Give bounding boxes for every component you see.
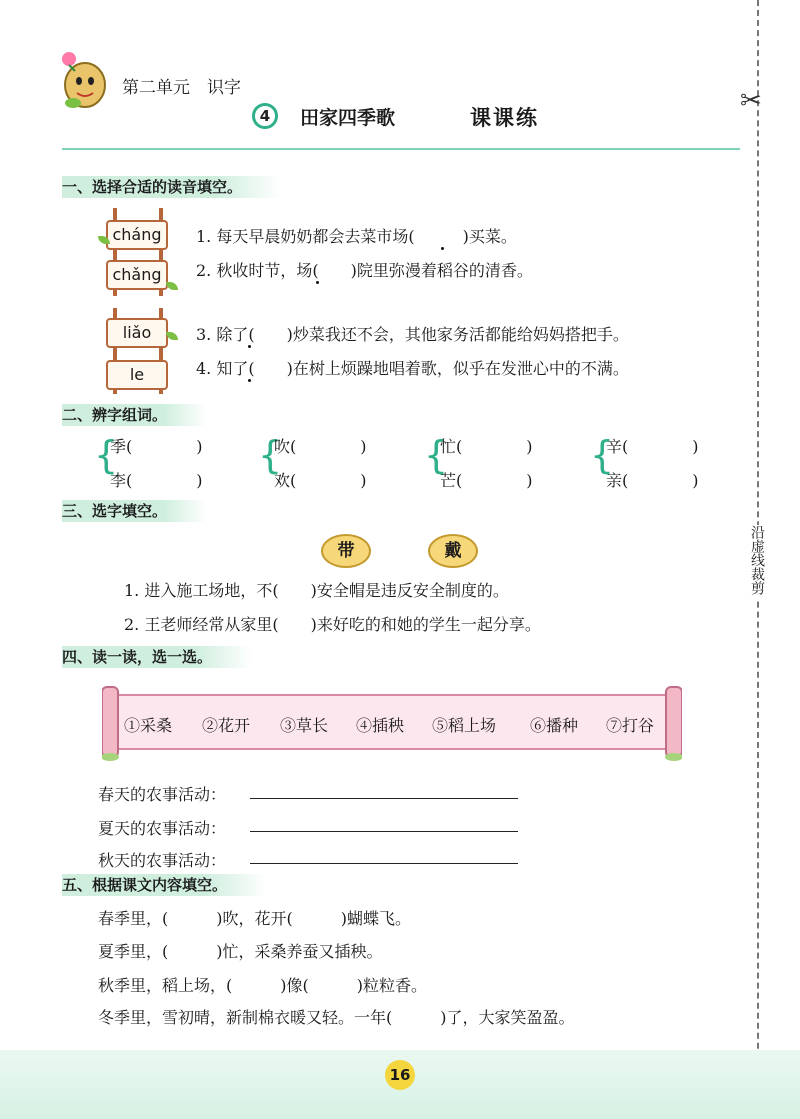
- cut-instruction: [742, 525, 772, 601]
- option-item: ⑥播种: [530, 716, 579, 735]
- section4-title: 四、读一读，选一选。: [62, 646, 252, 668]
- header-divider: [62, 148, 740, 150]
- pinyin-sign: chǎng: [106, 260, 168, 290]
- poem-line: 冬季里，雪初晴，新制棉衣暖又轻。一年( )了，大家笑盈盈。: [98, 1008, 575, 1027]
- poem-line: 秋季里，稻上场，( )像( )粒粒香。: [98, 976, 427, 995]
- section3-title: 三、选字填空。: [62, 500, 207, 522]
- option-item: ②花开: [202, 716, 251, 735]
- leaf-icon: [166, 282, 178, 290]
- option-item: ⑤稻上场: [432, 716, 497, 735]
- answer-line[interactable]: [250, 831, 518, 832]
- question-1: 1. 每天早晨奶奶都会去菜市场( )买菜。: [196, 227, 517, 246]
- emphasis-dot: [316, 281, 319, 284]
- answer-line[interactable]: [250, 798, 518, 799]
- practice-label: 课课练: [470, 106, 539, 130]
- season-prompt: 秋天的农事活动：: [98, 851, 227, 870]
- word-pair-item: 亲( ): [606, 471, 699, 490]
- fill-question-1: 1. 进入施工场地，不( )安全帽是违反安全制度的。: [124, 581, 509, 600]
- season-prompt: 夏天的农事活动：: [98, 819, 227, 838]
- word-pair-item: 季( ): [110, 437, 203, 456]
- option-item: ③草长: [280, 716, 329, 735]
- emphasis-dot: [441, 247, 444, 250]
- brace-icon: {: [590, 433, 615, 477]
- pinyin-sign: cháng: [106, 220, 168, 250]
- question-4: 4. 知了( )在树上烦躁地唱着歌，似乎在发泄心中的不满。: [196, 359, 629, 378]
- brace-icon: {: [424, 433, 449, 477]
- poem-line: 春季里，( )吹，花开( )蝴蝶飞。: [98, 909, 411, 928]
- emphasis-dot: [248, 345, 251, 348]
- word-pair-item: 李( ): [110, 471, 203, 490]
- word-pair-item: 欢( ): [274, 471, 367, 490]
- brace-icon: {: [258, 433, 283, 477]
- scissors-icon: ✂: [740, 86, 762, 116]
- section5-title: 五、根据课文内容填空。: [62, 874, 267, 896]
- emphasis-dot: [248, 379, 251, 382]
- cut-instruction-text: 沿虚线裁剪: [749, 525, 765, 595]
- section1-title: 一、选择合适的读音填空。: [62, 176, 282, 198]
- option-item: ⑦打谷: [606, 716, 655, 735]
- pinyin-sign: le: [106, 360, 168, 390]
- pinyin-sign: liǎo: [106, 318, 168, 348]
- question-2: 2. 秋收时节，场( )院里弥漫着稻谷的清香。: [196, 261, 533, 280]
- season-prompt: 春天的农事活动：: [98, 785, 227, 804]
- choice-character: 戴: [428, 534, 478, 568]
- choice-character: 带: [321, 534, 371, 568]
- brace-icon: {: [94, 433, 119, 477]
- question-3: 3. 除了( )炒菜我还不会，其他家务活都能给妈妈搭把手。: [196, 325, 629, 344]
- poem-line: 夏季里，( )忙，采桑养蚕又插秧。: [98, 942, 383, 961]
- word-pair-item: 吹( ): [274, 437, 367, 456]
- answer-line[interactable]: [250, 863, 518, 864]
- word-pair-item: 辛( ): [606, 437, 699, 456]
- option-item: ①采桑: [124, 716, 173, 735]
- word-pair-item: 忙( ): [440, 437, 533, 456]
- page-number: 16: [385, 1060, 415, 1090]
- fill-question-2: 2. 王老师经常从家里( )来好吃的和她的学生一起分享。: [124, 615, 541, 634]
- section2-title: 二、辨字组词。: [62, 404, 207, 426]
- lesson-number-badge: 4: [252, 103, 278, 129]
- option-item: ④插秧: [356, 716, 405, 735]
- unit-label: 第二单元 识字: [122, 78, 241, 98]
- lesson-title: 田家四季歌: [300, 107, 396, 129]
- word-pair-item: 芒( ): [440, 471, 533, 490]
- mascot-illustration: [55, 45, 115, 111]
